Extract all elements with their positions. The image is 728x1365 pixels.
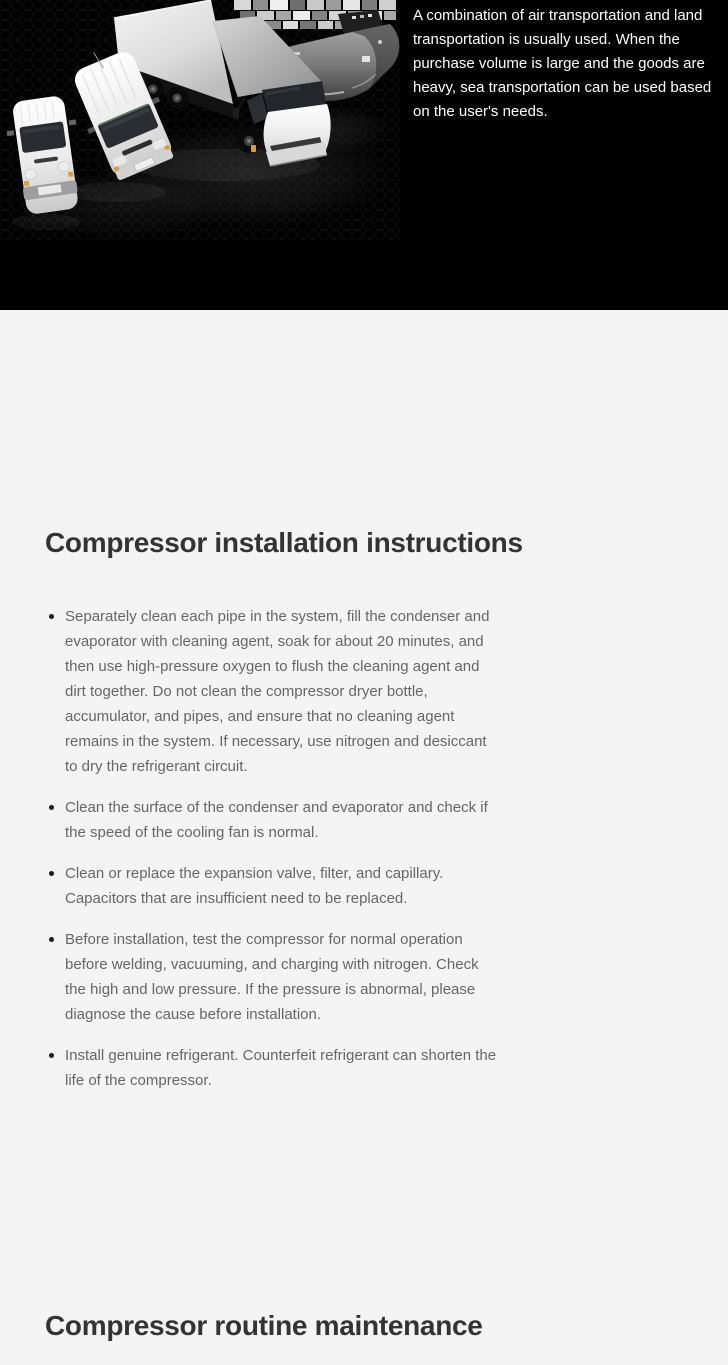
- instruction-item: Install genuine refrigerant. Counterfeit refrigerant can shorten the life of the compressor.: [45, 1043, 500, 1093]
- section-title-maintenance: Compressor routine maintenance: [45, 1310, 483, 1341]
- installation-instructions-list: [45, 604, 500, 1093]
- hero-description-line: on the user's needs.: [413, 103, 548, 120]
- hero-description: [413, 4, 719, 124]
- instruction-item: Clean the surface of the condenser and evaporator and check if the speed of the cooling fan is normal.: [45, 795, 500, 845]
- section-title-installation: Compressor installation instructions: [45, 527, 523, 558]
- hero-description-line: transportation is usually used. When the: [413, 31, 680, 48]
- hero-section: [0, 0, 728, 310]
- small-van-mirror-right: [69, 119, 77, 125]
- instruction-item: Clean or replace the expansion valve, filter, and capillary. Capacitors that are insufficient need to be replaced.: [45, 861, 500, 911]
- small-van-mirror-left: [7, 130, 15, 136]
- hero-description-line: heavy, sea transportation can be used based: [413, 79, 712, 96]
- hero-description-line: purchase volume is large and the goods are: [413, 55, 705, 72]
- transport-illustration: [0, 0, 400, 240]
- truck-mirror: [233, 108, 239, 118]
- truck-marker-light: [251, 145, 256, 152]
- hero-description-line: A combination of air transportation and land: [413, 7, 703, 24]
- instruction-item: Separately clean each pipe in the system, fill the condenser and evaporator with cleaning agent, soak for about 20 minutes, and then use high-pressure oxygen to flush the cleaning agent and dirt together. Do not clean the compressor dryer bottle, accumulator, and pipes, and ensure that no cleaning agent remains in the system. If necessary, use nitrogen and desiccant to dry the refrigerant circuit.: [45, 604, 500, 779]
- truck-front-wheel: [237, 129, 261, 153]
- content-section: [0, 310, 728, 1363]
- instruction-item: Before installation, test the compressor for normal operation before welding, vacuuming, and charging with nitrogen. Check the high and low pressure. If the pressure is abnormal, please diagnose the cause before installation.: [45, 927, 500, 1027]
